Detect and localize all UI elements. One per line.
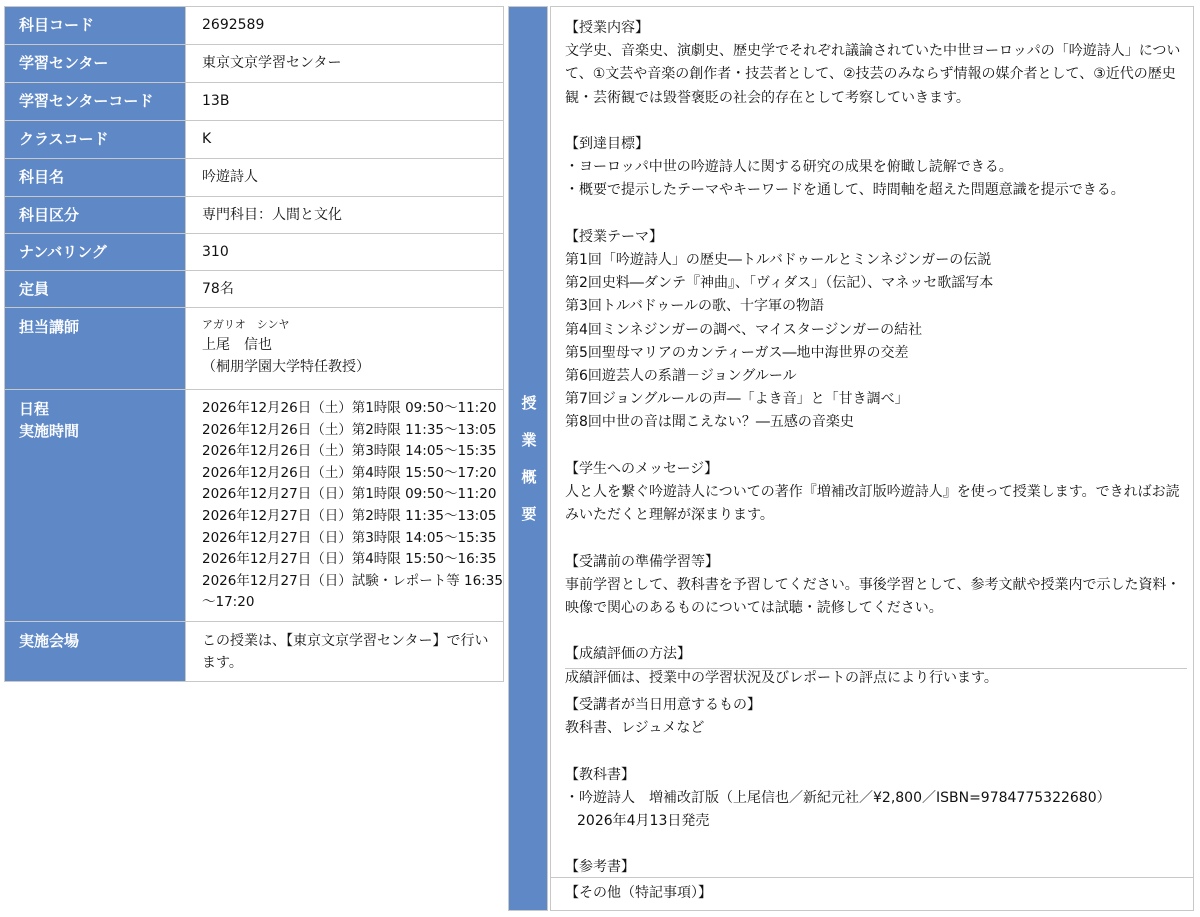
overview-label-char: 要 xyxy=(521,505,537,523)
center-label: 学習センター xyxy=(5,45,186,83)
themes-heading: 【授業テーマ】 xyxy=(565,228,663,245)
class-code-value: K xyxy=(186,121,504,159)
subject-code-value: 2692589 xyxy=(186,7,504,45)
instructor-name: 上尾 信也 xyxy=(202,337,272,353)
course-overview-panel xyxy=(550,6,1194,911)
schedule-entry: 2026年12月27日（日）第2時限 11:35～13:05 xyxy=(202,507,497,524)
preparation-text: 事前学習として、教科書を予習してください。事後学習として、参考文献や授業内で示した資料・映像で関心のあるものについては試聴・読修してください。 xyxy=(565,576,1181,617)
schedule-value xyxy=(186,390,504,622)
theme-item: 第5回聖母マリアのカンティーガス―地中海世界の交差 xyxy=(565,344,909,361)
schedule-entry: 2026年12月27日（日）第4時限 15:50～16:35 xyxy=(202,551,497,568)
evaluation-heading: 【成績評価の方法】 xyxy=(565,646,691,663)
category-value: 専門科目：人間と文化 xyxy=(186,197,504,234)
instructor-kana: アガリオ シンヤ xyxy=(202,318,290,331)
schedule-entry: 2026年12月26日（土）第4時限 15:50～17:20 xyxy=(202,464,497,481)
message-section xyxy=(565,458,1191,528)
content-text: 文学史、音楽史、演劇史、歴史学でそれぞれ議論されていた中世ヨーロッパの「吟遊詩人」について、①文芸や音楽の創作者・技芸者として、②技芸のみならず情報の媒介者として、③近代の歴史観・芸術観では毀誉褒貶の社会的存在として考察していきます。 xyxy=(565,43,1181,106)
schedule-entry: 2026年12月27日（日）試験・レポート等 16:35～17:20 xyxy=(202,572,503,611)
preparation-section xyxy=(565,551,1191,621)
instructor-value xyxy=(186,308,504,390)
instructor-affiliation: （桐朋学園大学特任教授） xyxy=(202,359,370,375)
schedule-label-line1: 日程 xyxy=(19,400,50,418)
venue-label xyxy=(5,622,186,682)
instructor-label-text: 担当講師 xyxy=(19,318,80,336)
goals-heading: 【到達目標】 xyxy=(565,136,649,152)
capacity-label: 定員 xyxy=(5,271,186,308)
capacity-value: 78名 xyxy=(186,271,504,308)
content-heading: 【授業内容】 xyxy=(565,20,649,36)
venue-label-text: 実施会場 xyxy=(19,632,80,650)
goals-section xyxy=(565,133,1191,203)
textbook-section xyxy=(565,764,1185,834)
schedule-entry: 2026年12月26日（土）第3時限 14:05～15:35 xyxy=(202,443,497,460)
bring-section xyxy=(565,694,1185,740)
textbook-release-date: 2026年4月13日発売 xyxy=(577,813,710,829)
content-section xyxy=(565,17,1191,110)
overview-label-char: 概 xyxy=(521,468,537,486)
section-divider xyxy=(565,668,1187,669)
subject-name-value: 吟遊詩人 xyxy=(186,159,504,197)
message-heading: 【学生へのメッセージ】 xyxy=(565,460,719,477)
preparation-heading: 【受講前の準備学習等】 xyxy=(565,553,719,570)
subject-code-label: 科目コード xyxy=(5,7,186,45)
textbook-heading: 【教科書】 xyxy=(565,766,635,783)
schedule-entry: 2026年12月26日（土）第1時限 09:50～11:20 xyxy=(202,400,497,416)
class-code-label: クラスコード xyxy=(5,121,186,159)
theme-item: 第3回トルバドゥールの歌、十字軍の物語 xyxy=(565,298,825,315)
overview-label-char: 授 xyxy=(521,394,537,412)
themes-section xyxy=(565,226,1191,435)
schedule-entry: 2026年12月27日（日）第1時限 09:50～11:20 xyxy=(202,486,497,503)
theme-item: 第8回中世の音は聞こえない？―五感の音楽史 xyxy=(565,414,854,431)
center-code-label: 学習センターコード xyxy=(5,83,186,121)
subject-name-label: 科目名 xyxy=(5,159,186,197)
numbering-value: 310 xyxy=(186,234,504,271)
schedule-entry: 2026年12月27日（日）第3時限 14:05～15:35 xyxy=(202,529,497,546)
course-info-table xyxy=(4,6,504,682)
theme-item: 第7回ジョングルールの声―「よき音」と「甘き調べ」 xyxy=(565,391,909,408)
other-heading: 【その他（特記事項）】 xyxy=(565,885,712,901)
category-label: 科目区分 xyxy=(5,197,186,234)
bring-heading: 【受講者が当日用意するもの】 xyxy=(565,697,761,713)
overview-lower xyxy=(565,694,1185,880)
instructor-label xyxy=(5,308,186,390)
evaluation-section xyxy=(565,643,1191,689)
venue-text: この授業は、【東京文京学習センター】で行います。 xyxy=(202,633,489,671)
goal-item: ・ヨーロッパ中世の吟遊詩人に関する研究の成果を俯瞰し読解できる。 xyxy=(565,159,1013,176)
overview-label-band xyxy=(508,6,548,911)
overview-upper xyxy=(565,17,1191,690)
evaluation-text: 成績評価は、授業中の学習状況及びレポートの評点により行います。 xyxy=(565,669,998,686)
venue-value xyxy=(186,622,504,682)
theme-item: 第6回遊芸人の系譜－ジョングルール xyxy=(565,368,797,385)
goal-item: ・概要で提示したテーマやキーワードを通して、時間軸を超えた問題意識を提示できる。 xyxy=(565,182,1125,199)
schedule-entry: 2026年12月26日（土）第2時限 11:35～13:05 xyxy=(202,421,497,438)
schedule-label xyxy=(5,390,186,622)
schedule-label-line2: 実施時間 xyxy=(19,422,80,440)
other-notes-row xyxy=(551,877,1193,912)
theme-item: 第4回ミンネジンガーの調べ、マイスタージンガーの結社 xyxy=(565,321,923,338)
numbering-label: ナンバリング xyxy=(5,234,186,271)
overview-label-char: 業 xyxy=(521,431,537,449)
center-value: 東京文京学習センター xyxy=(186,45,504,83)
center-code-value: 13B xyxy=(186,83,504,121)
theme-item: 第2回史料―ダンテ『神曲』、「ヴィダス」（伝記）、マネッセ歌謡写本 xyxy=(565,275,994,292)
bring-text: 教科書、レジュメなど xyxy=(565,720,705,737)
references-heading: 【参考書】 xyxy=(565,859,635,876)
theme-item: 第1回「吟遊詩人」の歴史―トルバドゥールとミンネジンガーの伝説 xyxy=(565,252,992,268)
overview-label xyxy=(509,385,549,533)
textbook-entry: ・吟遊詩人 増補改訂版（上尾信也／新紀元社／¥2,800／ISBN=9784775322680） xyxy=(565,789,1111,806)
message-text: 人と人を繋ぐ吟遊詩人についての著作『増補改訂版吟遊詩人』を使って授業します。できればお読みいただくと理解が深まります。 xyxy=(565,484,1180,524)
